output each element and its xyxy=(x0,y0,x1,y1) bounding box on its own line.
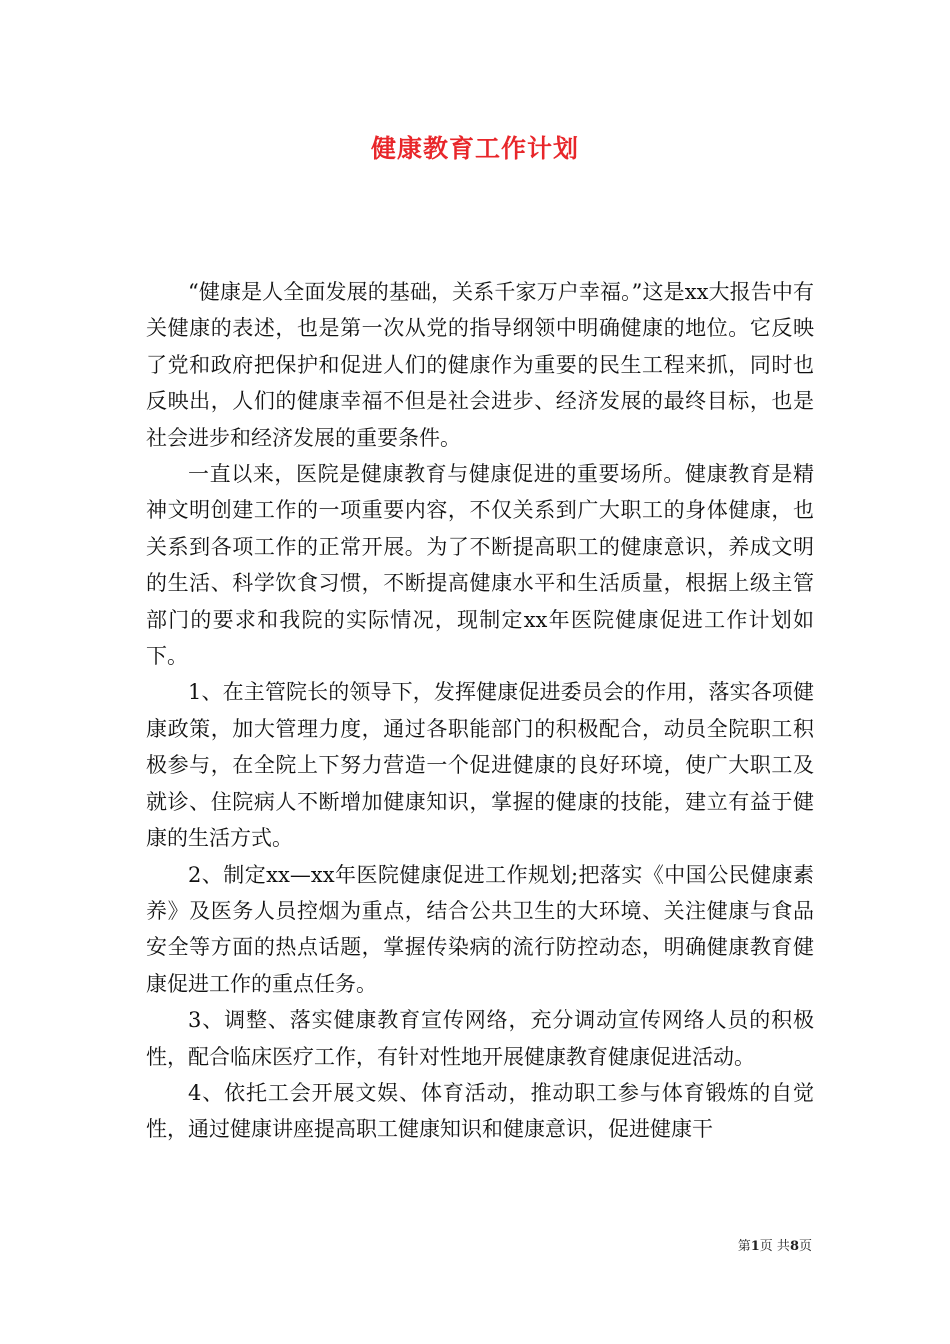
paragraph-item-1: 1、在主管院长的领导下，发挥健康促进委员会的作用，落实各项健康政策，加大管理力度，通过各职能部门的积极配合，动员全院职工积极参与，在全院上下努力营造一个促进健康的良好环境，使广大职工及就诊、住院病人不断增加健康知识，掌握的健康的技能，建立有益于健康的生活方式。 xyxy=(146,680,814,851)
document-title: 健康教育工作计划 xyxy=(370,134,579,163)
footer-suffix: 页 xyxy=(798,1239,812,1254)
page-footer xyxy=(0,1238,812,1256)
paragraph-item-2: 2、制定xx—xx年医院健康促进工作规划;把落实《中国公民健康素养》及医务人员控烟为重点，结合公共卫生的大环境、关注健康与食品安全等方面的热点话题，掌握传染病的流行防控动态，明确健康教育健康促进工作的重点任务。 xyxy=(146,862,814,996)
document-body xyxy=(146,274,814,1148)
paragraph-background: 一直以来，医院是健康教育与健康促进的重要场所。健康教育是精神文明创建工作的一项重要内容，不仅关系到广大职工的身体健康，也关系到各项工作的正常开展。为了不断提高职工的健康意识，养成文明的生活、科学饮食习惯，不断提高健康水平和生活质量，根据上级主管部门的要求和我院的实际情况，现制定xx年医院健康促进工作计划如下。 xyxy=(146,462,814,669)
footer-middle: 页 共 xyxy=(759,1239,790,1254)
footer-total-pages: 8 xyxy=(789,1239,799,1254)
footer-prefix: 第 xyxy=(737,1239,751,1254)
paragraph-intro: “健康是人全面发展的基础，关系千家万户幸福。”这是xx大报告中有关健康的表述，也是第一次从党的指导纲领中明确健康的地位。它反映了党和政府把保护和促进人们的健康作为重要的民生工程来抓，同时也反映出，人们的健康幸福不但是社会进步、经济发展的最终目标，也是社会进步和经济发展的重要条件。 xyxy=(146,280,814,450)
paragraph-item-3: 3、调整、落实健康教育宣传网络，充分调动宣传网络人员的积极性，配合临床医疗工作，有针对性地开展健康教育健康促进活动。 xyxy=(146,1008,814,1069)
footer-current-page: 1 xyxy=(750,1239,760,1254)
paragraph-item-4: 4、依托工会开展文娱、体育活动，推动职工参与体育锻炼的自觉性，通过健康讲座提高职工健康知识和健康意识，促进健康干 xyxy=(146,1080,814,1142)
